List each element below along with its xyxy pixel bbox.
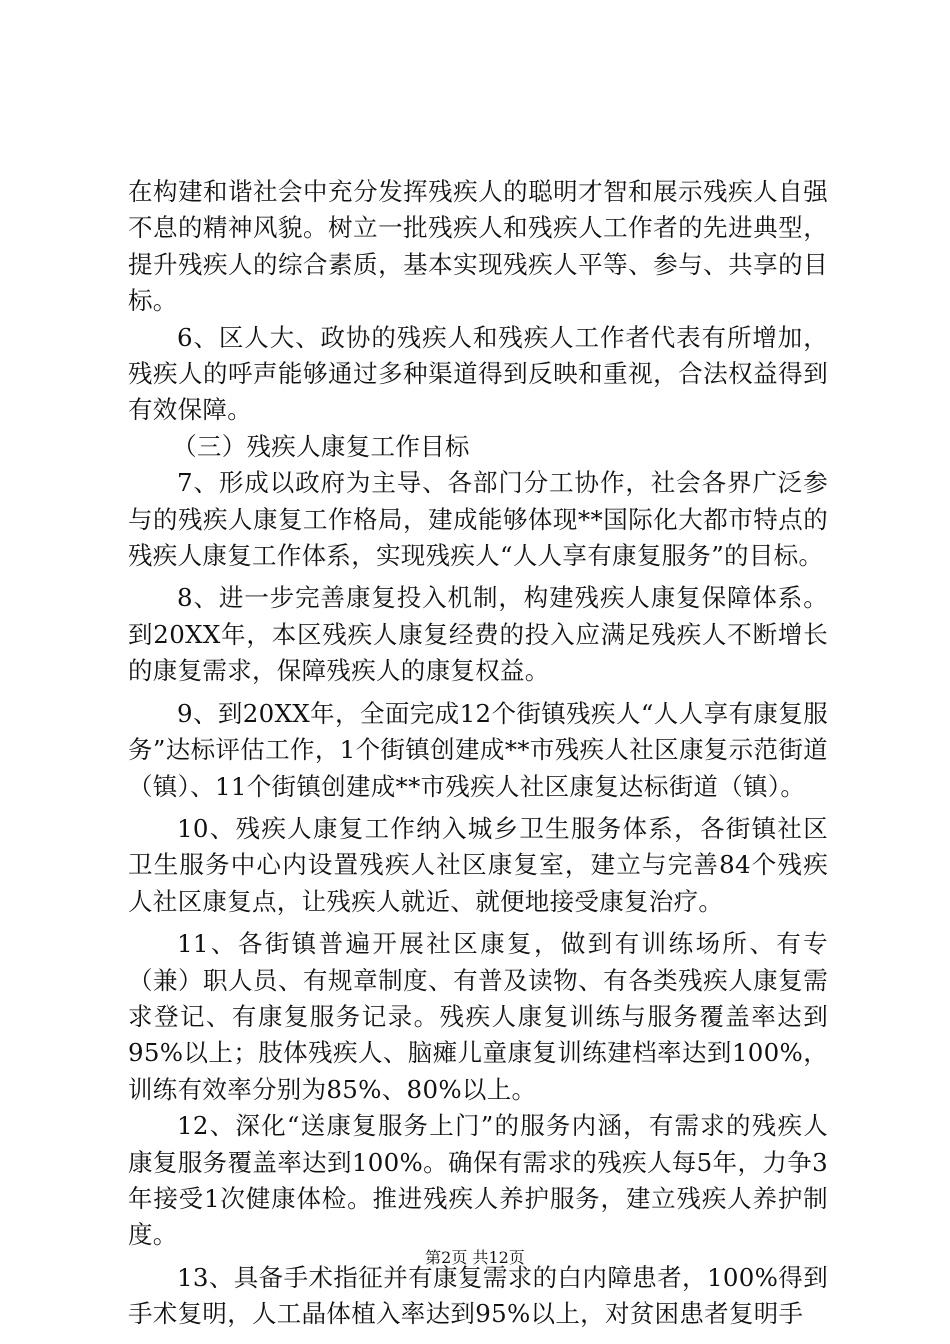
paragraph-item-8: 8、进一步完善康复投入机制，构建残疾人康复保障体系。到20XX年，本区残疾人康复经费的投入应满足残疾人不断增长的康复需求，保障残疾人的康复权益。 [128,583,828,686]
paragraph-item-13: 13、具备手术指征并有康复需求的白内障患者，100%得到手术复明，人工晶体植入率达到95%以上，对贫困患者复明手 [128,1262,828,1329]
section-heading: （三）残疾人康复工作目标 [172,431,470,461]
paragraph-item-6: 6、区人大、政协的残疾人和残疾人工作者代表有所增加，残疾人的呼声能够通过多种渠道得到反映和重视，合法权益得到有效保障。 [128,322,828,425]
paragraph-item-10: 10、残疾人康复工作纳入城乡卫生服务体系，各街镇社区卫生服务中心内设置残疾人社区康复室，建立与完善84个残疾人社区康复点，让残疾人就近、就便地接受康复治疗。 [128,813,828,916]
paragraph-item-7: 7、形成以政府为主导、各部门分工协作，社会各界广泛参与的残疾人康复工作格局，建成能够体现**国际化大都市特点的残疾人康复工作体系，实现残疾人“人人享有康复服务”的目标。 [128,468,828,571]
paragraph-item-11: 11、各街镇普遍开展社区康复，做到有训练场所、有专（兼）职人员、有规章制度、有普及读物、有各类残疾人康复需求登记、有康复服务记录。残疾人康复训练与服务覆盖率达到95%以上；肢体残疾人、脑瘫儿童康复训练建档率达到100%，训练有效率分别为85%、80%以上。 [128,929,828,1104]
paragraph-continuation: 在构建和谐社会中充分发挥残疾人的聪明才智和展示残疾人自强不息的精神风貌。树立一批残疾人和残疾人工作者的先进典型，提升残疾人的综合素质，基本实现残疾人平等、参与、共享的目标。 [128,177,828,316]
paragraph-item-12: 12、深化“送康复服务上门”的服务内涵，有需求的残疾人康复服务覆盖率达到100%。确保有需求的残疾人每5年，力争3年接受1次健康体检。推进残疾人养护服务，建立残疾人养护制度。 [128,1111,828,1250]
page-footer: 第2页 共12页 [425,1248,525,1267]
document-body [128,174,828,1333]
paragraph-item-9: 9、到20XX年，全面完成12个街镇残疾人“人人享有康复服务”达标评估工作，1个街镇创建成**市残疾人社区康复示范街道（镇）、11个街镇创建成**市残疾人社区康复达标街道（镇）。 [128,698,828,801]
